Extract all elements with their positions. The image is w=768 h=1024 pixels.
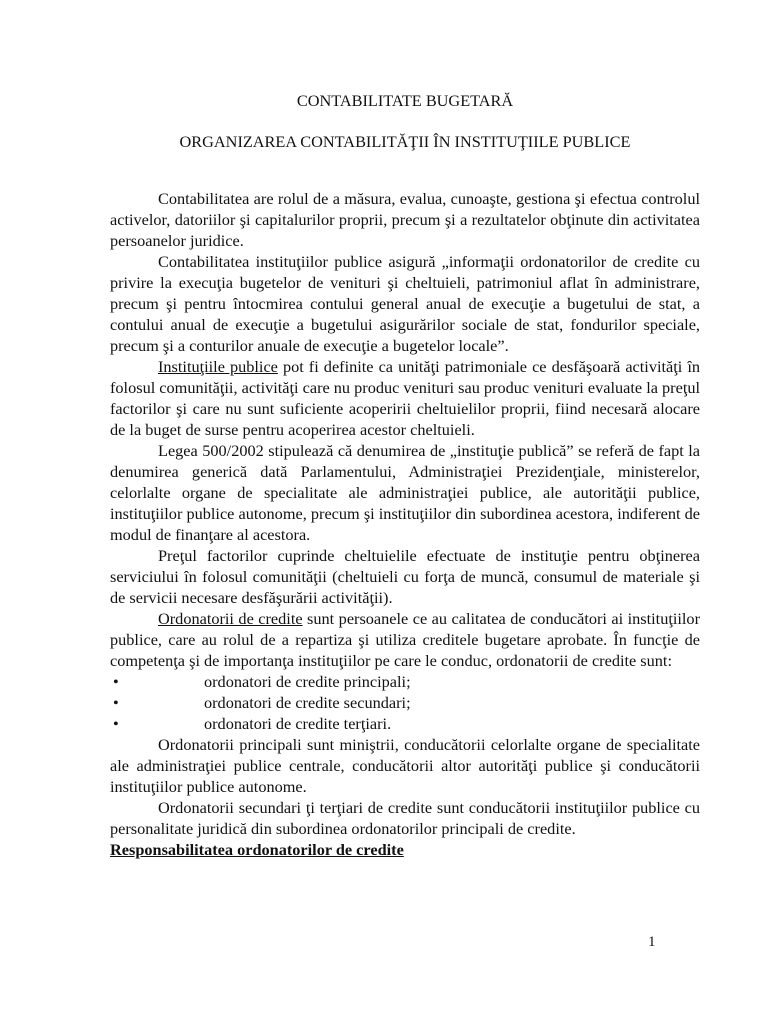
bullet-icon: •	[113, 714, 119, 733]
paragraph-credit-ordinators	[110, 608, 700, 671]
term-credit-ordinators: Ordonatorii de credite	[158, 609, 303, 628]
list-item	[110, 692, 700, 713]
list-item-text: ordonatori de credite terţiari.	[204, 714, 392, 733]
term-public-institutions: Instituţiile publice	[158, 357, 278, 376]
section-heading: Responsabilitatea ordonatorilor de credite	[110, 840, 404, 859]
paragraph-public-institutions-definition	[110, 356, 700, 440]
paragraph-text: sunt persoanele ce au calitatea de conducători ai instituţiilor publice, care au rolul de a repartiza şi utiliza creditele bugetare aprobate. În funcţie de competenţa şi de importanţa instituţiilor pe care le conduc, ordonatorii de credite sunt:	[110, 609, 700, 670]
paragraph-accounting-role: Contabilitatea are rolul de a măsura, evalua, cunoaşte, gestiona şi efectua controlul activelor, datoriilor şi capitalurilor proprii, precum şi a rezultatelor obţinute din activitatea persoanelor juridice.	[110, 189, 700, 250]
ordinator-types-list	[110, 671, 700, 734]
document-body	[110, 188, 700, 860]
paragraph-public-institutions-accounting: Contabilitatea instituţiilor publice asigură „informaţii ordonatorilor de credite cu privire la execuţia bugetelor de venituri şi cheltuieli, patrimoniul aflat în administrare, precum şi pentru întocmirea contului general anual de execuţie a bugetului de stat, a contului anual de execuţie a bugetului asigurărilor sociale de stat, fondurilor speciale, precum şi a conturilor anuale de execuţie a bugetelor locale”.	[110, 252, 700, 355]
paragraph-secondary-tertiary-ordinators: Ordonatorii secundari ţi terţiari de credite sunt conducătorii instituţiilor publice cu personalitate juridică din subordinea ordonatorilor principali de credite.	[110, 798, 700, 838]
list-item-text: ordonatori de credite principali;	[204, 672, 411, 691]
bullet-icon: •	[113, 693, 119, 712]
paragraph-factor-price: Preţul factorilor cuprinde cheltuielile efectuate de instituţie pentru obţinerea serviciului în folosul comunităţii (cheltuieli cu forţa de muncă, consumul de materiale şi de servicii necesare desfăşurării activităţii).	[110, 546, 700, 607]
paragraph-text: pot fi definite ca unităţi patrimoniale ce desfăşoară activităţi în folosul comunităţii, activităţi care nu produc venituri sau produc venituri evaluate la preţul factorilor şi care nu sunt suficiente acoperirii cheltuielilor proprii, fiind necesară alocare de la buget de surse pentru acoperirea acestor cheltuieli.	[110, 357, 701, 439]
list-item	[110, 671, 700, 692]
paragraph-principal-ordinators: Ordonatorii principali sunt miniştrii, conducătorii celorlalte organe de specialitate ale administraţiei publice centrale, conducătorii altor autorităţi publice şi conducătorii instituţiilor publice autonome.	[110, 735, 700, 796]
page-number: 1	[648, 934, 656, 950]
document-subtitle: ORGANIZAREA CONTABILITĂŢII ÎN INSTITUŢIILE PUBLICE	[179, 132, 631, 151]
list-item-text: ordonatori de credite secundari;	[204, 693, 411, 712]
document-title: CONTABILITATE BUGETARĂ	[296, 91, 514, 110]
bullet-icon: •	[113, 672, 119, 691]
list-item	[110, 713, 700, 734]
paragraph-law-500-2002: Legea 500/2002 stipulează că denumirea de „instituţie publică” se referă de fapt la denumirea generică dată Parlamentului, Administraţiei Prezidenţiale, ministerelor, celorlalte organe de specialitate ale administraţiei publice, ale autorităţii publice, instituţiilor publice autonome, precum şi instituţiilor din subordinea acestora, indiferent de modul de finanţare al acestora.	[110, 441, 700, 544]
